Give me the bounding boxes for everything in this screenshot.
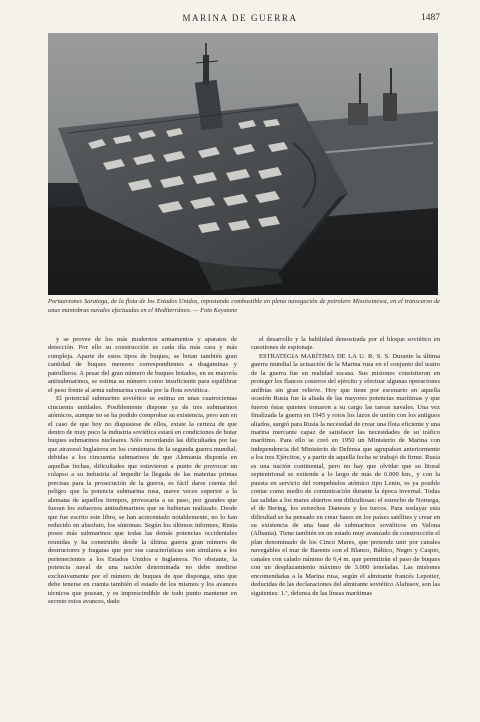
left-paragraph-1: y se provee de los más modernos armamentos y aparatos de detección. Por ello su construcción es cada día más cara y más compleja. Aparte de estos tipos de buques, se botan también gran cantidad de buques menores correspondientes a dragaminas y patrulleros. A pesar del gran número de buques botados, en su mayoría antisubmarinos, se estima su número como insuficiente para equilibrar el peso frente al arma submarina creada por la flota soviética.	[48, 336, 237, 394]
page-number: 1487	[421, 13, 440, 23]
caption-text: Portaaviones Saratoga, de la flota de los Estados Unidos, repostando combustible en plena navegación de petrolero Mississinewa, en el transcurso de unas maniobras navales efectuadas en el Mediterráneo. —	[48, 298, 440, 314]
running-head	[40, 13, 440, 27]
left-column	[48, 336, 237, 708]
right-column	[251, 336, 440, 708]
figure-caption	[48, 298, 440, 315]
aircraft-carrier-photo	[48, 33, 438, 295]
running-title: MARINA DE GUERRA	[182, 13, 298, 23]
right-paragraph-1: el desarrollo y la habilidad demostrada por el bloque soviético en cuestiones de espionaje.	[251, 336, 440, 352]
left-paragraph-2: El potencial submarino soviético se estima en unas cuatrocientas cincuenta unidades. Posiblemente dispone ya de tres submarinos atómicos, aunque no se ha podido comprobar su existencia, pero aun en el caso de que hoy no dispusiese de ellos, existe la certeza de que dentro de muy poco la industria soviética estará en condiciones de botar buques submarinos nucleares. Sólo recordando las dificultades por las que atravesó Inglaterra en los comienzos de la segunda guerra mundial, debidas a los cincuenta submarinos de que Alemania disponía en aquellas fechas, dificultades que estuvieron a punto de provocar un colapso a su industria al impedir la llegada de las materias primas precisas para la prosecución de la guerra, es fácil darse cuenta del peligro que la potencia submarina rusa, nueve veces superior a la alemana de aquellos tiempos, provocaría a su paso, por grandes que fueran los esfuerzos antisubmarinos que se hubieran realizado. Desde que fue escrito este libro, se han acrecentado notablemente, no lo han reducido en absoluto, los síntomas. Según los últimos informes, Rusia posee más submarinos que todas las demás potencias occidentales reunidas y ha construido desde la última guerra gran número de destructores y fragatas que por sus características son similares a los pertenecientes a los Estados Unidos e Inglaterra. No obstante, la potencia naval de una nación determinada no debe medirse exclusivamente por el número de buques de que disponga, sino que debe tenerse en cuenta también el estado de los mismos y los avances técnicos que posean, y es imprescindible de todo punto mantener en secreto estos avances, dado	[48, 395, 237, 606]
photo-credit: Foto Keystone	[200, 306, 238, 314]
aircraft-carrier-photo-graphic	[48, 33, 438, 295]
article-body	[48, 336, 440, 706]
right-paragraph-2: ESTRATEGIA MARÍTIMA DE LA U. R. S. S. Durante la última guerra mundial la actuación de la Marina rusa en el conjunto del teatro de la guerra fue en realidad escasa. Sus misiones consistieron en proteger los flancos costeros del ejército y efectuar algunas operaciones anfibias sin gran relieve. Hoy que tiene por escenario en aquella ocasión Rusia fue la aliada de las mayores potencias marítimas y que fueron éstas quienes tomaron a su cargo las tareas navales. Una vez finalizada la guerra en 1945 y rotos los lazos de unión con los antiguos aliados, surgió para Rusia la necesidad de crear una flota eficiente y una marina mercante capaz de satisfacer las necesidades de su tráfico marítimo. Para ello se creó en 1950 un Ministerio de Marina con independencia del Ministerio de Defensa que agrupaban anteriormente a los tres Ejércitos, y a partir de aquella fecha se trabajó de firme. Rusia es una nación continental, pero no hay que olvidar que su litoral septentrional se extiende a lo largo de más de 6.000 km., y con la puesta en servicio del rompehielos atómico tipo Lenin, es ya posible contar como medio de comunicación durante la época invernal. Todas las salidas a los mares abiertos son dificultosas: el estrecho de Noruega, el de Bering, los estrechos Daneses y los turcos. Para soslayar esta dificultad se ha pensado en crear bases en los países satélites y crear en su existencia de una base de submarinos soviéticos en Valona (Albania). Tiene también en un estado muy avanzado de construcción el plan denominado de los Cinco Mares, que pretende unir por canales navegables el mar de Barents con el Blanco, Báltico, Negro y Caspio, canales con calado mínimo de 6,4 m. que permitirán el paso de buques con un desplazamiento máximo de 3.000 toneladas. Las misiones encomendadas a la Marina rusa, según el almirante francés Lepotier, deducidas de las declaraciones del almirante soviético Alafusov, son las siguientes: 1.ª, defensa de las líneas marítimas	[251, 352, 440, 597]
